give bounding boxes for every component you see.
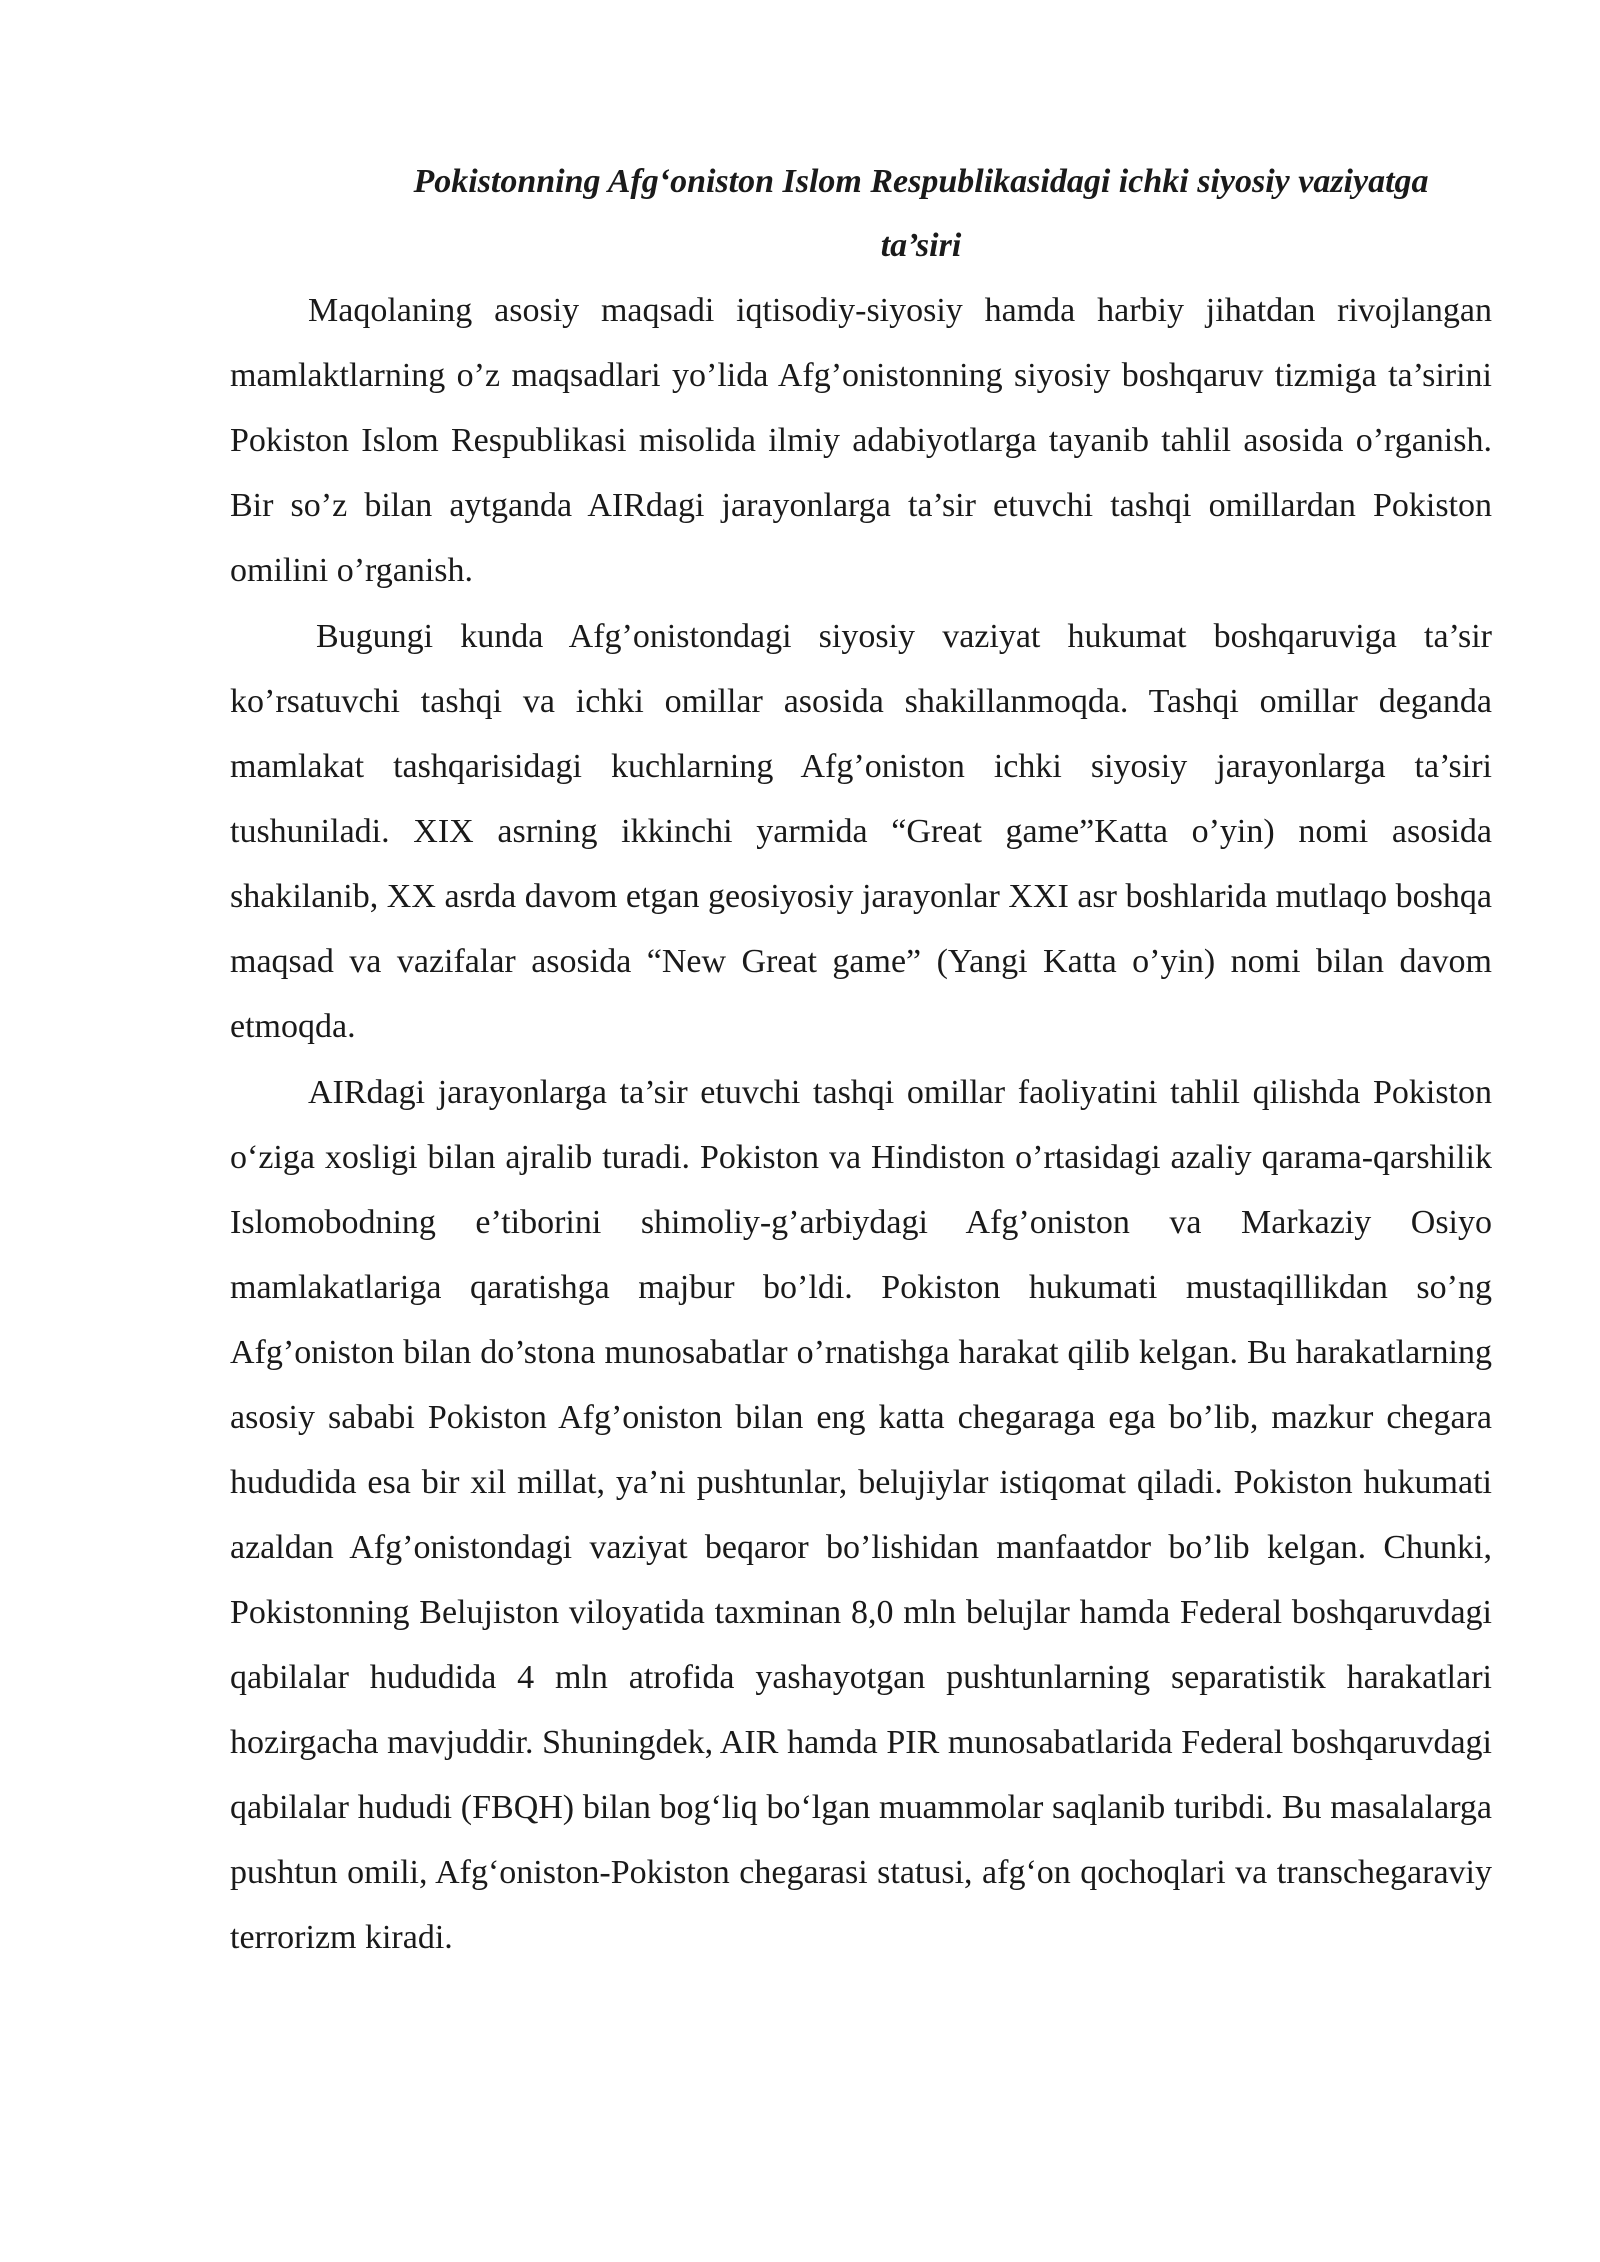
title-line-2: ta’siri — [880, 227, 962, 264]
paragraph-2: Bugungi kunda Afg’onistondagi siyosiy vaziyat hukumat boshqaruviga ta’sir ko’rsatuvchi tashqi va ichki omillar asosida shakillanmoqda. Tashqi omillar deganda mamlakat tashqarisidagi kuchlarning Afg’oniston ichki siyosiy jarayonlarga ta’siri tushuniladi. XIX asrning ikkinchi yarmida “Great game”Katta o’yin) nomi asosida shakilanib, XX asrda davom etgan geosiyosiy jarayonlar XXI asr boshlarida mutlaqo boshqa maqsad va vazifalar asosida “New Great game” (Yangi Katta o’yin) nomi bilan davom etmoqda. — [230, 618, 1492, 1045]
title-line-1: Pokistonning Afg‘oniston Islom Respublikasidagi ichki siyosiy vaziyatga — [413, 163, 1429, 200]
paragraph-1: Maqolaning asosiy maqsadi iqtisodiy-siyosiy hamda harbiy jihatdan rivojlangan mamlaktlarning o’z maqsadlari yo’lida Afg’onistonning siyosiy boshqaruv tizmiga ta’sirini Pokiston Islom Respublikasi misolida ilmiy adabiyotlarga tayanib tahlil asosida o’rganish. Bir so’z bilan aytganda AIRdagi jarayonlarga ta’sir etuvchi tashqi omillardan Pokiston omilini o’rganish. — [230, 292, 1492, 589]
paragraph-3: AIRdagi jarayonlarga ta’sir etuvchi tashqi omillar faoliyatini tahlil qilishda Pokiston o‘ziga xosligi bilan ajralib turadi. Pokiston va Hindiston o’rtasidagi azaliy qarama-qarshilik Islomobodning e’tiborini shimoliy-g’arbiydagi Afg’oniston va Markaziy Osiyo mamlakatlariga qaratishga majbur bo’ldi. Pokiston hukumati mustaqillikdan so’ng Afg’oniston bilan do’stona munosabatlar o’rnatishga harakat qilib kelgan. Bu harakatlarning asosiy sababi Pokiston Afg’oniston bilan eng katta chegaraga ega bo’lib, mazkur chegara hududida esa bir xil millat, ya’ni pushtunlar, belujiylar istiqomat qiladi. Pokiston hukumati azaldan Afg’onistondagi vaziyat beqaror bo’lishidan manfaatdor bo’lib kelgan. Chunki, Pokistonning Belujiston viloyatida taxminan 8,0 mln belujlar hamda Federal boshqaruvdagi qabilalar hududida 4 mln atrofida yashayotgan pushtunlarning separatistik harakatlari hozirgacha mavjuddir. Shuningdek, AIR hamda PIR munosabatlarida Federal boshqaruvdagi qabilalar hududi (FBQH) bilan bog‘liq bo‘lgan muammolar saqlanib turibdi. Bu masalalarga pushtun omili, Afg‘oniston-Pokiston chegarasi statusi, afg‘on qochoqlari va transchegaraviy terrorizm kiradi. — [230, 1074, 1492, 1956]
document-body — [230, 150, 1492, 1970]
document-title — [230, 150, 1492, 278]
